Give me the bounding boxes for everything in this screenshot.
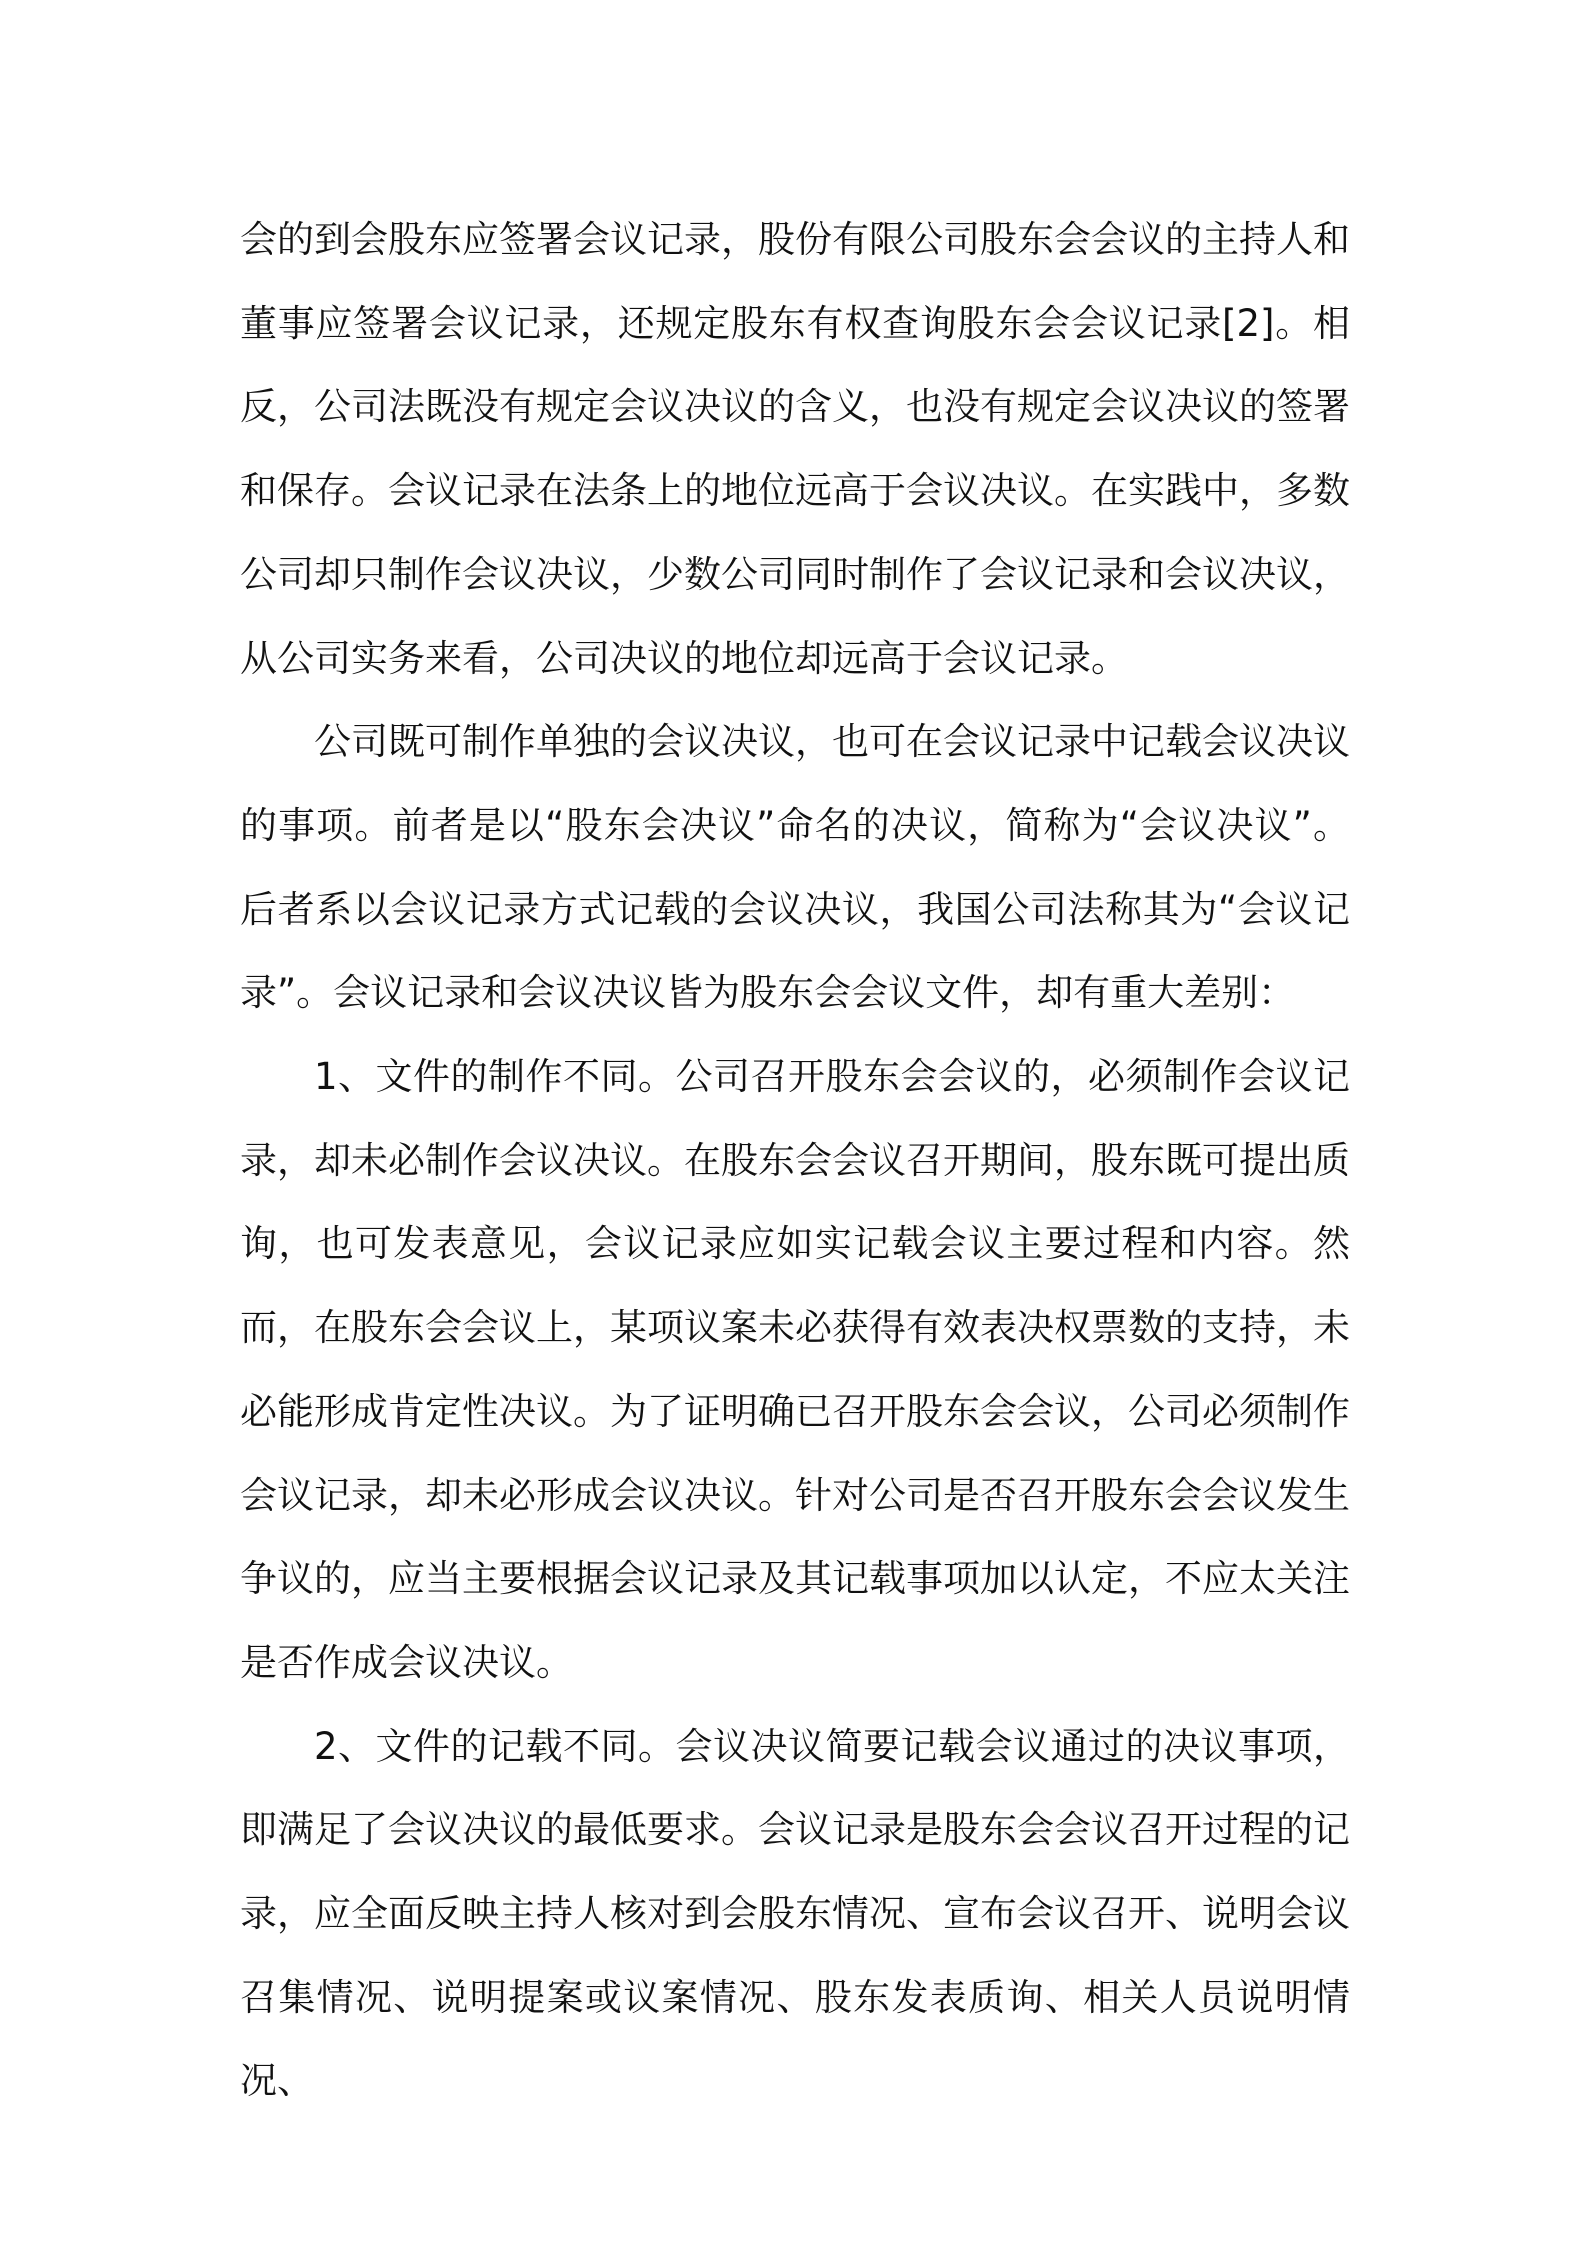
document-body <box>240 198 1350 2123</box>
paragraph-3: 1、文件的制作不同。公司召开股东会会议的，必须制作会议记录，却未必制作会议决议。在股东会会议召开期间，股东既可提出质询，也可发表意见，会议记录应如实记载会议主要过程和内容。然而，在股东会会议上，某项议案未必获得有效表决权票数的支持，未必能形成肯定性决议。为了证明确已召开股东会会议，公司必须制作会议记录，却未必形成会议决议。针对公司是否召开股东会会议发生争议的，应当主要根据会议记录及其记载事项加以认定，不应太关注是否作成会议决议。 <box>240 1055 1350 1684</box>
paragraph-2: 公司既可制作单独的会议决议，也可在会议记录中记载会议决议的事项。前者是以“股东会决议”命名的决议，简称为“会议决议”。后者系以会议记录方式记载的会议决议，我国公司法称其为“会议记录”。会议记录和会议决议皆为股东会会议文件，却有重大差别： <box>240 720 1350 1015</box>
paragraph-4: 2、文件的记载不同。会议决议简要记载会议通过的决议事项，即满足了会议决议的最低要求。会议记录是股东会会议召开过程的记录，应全面反映主持人核对到会股东情况、宣布会议召开、说明会议召集情况、说明提案或议案情况、股东发表质询、相关人员说明情况、 <box>240 1724 1350 2103</box>
paragraph-1: 会的到会股东应签署会议记录，股份有限公司股东会会议的主持人和董事应签署会议记录，还规定股东有权查询股东会会议记录[2]。相反，公司法既没有规定会议决议的含义，也没有规定会议决议的签署和保存。会议记录在法条上的地位远高于会议决议。在实践中，多数公司却只制作会议决议，少数公司同时制作了会议记录和会议决议，从公司实务来看，公司决议的地位却远高于会议记录。 <box>240 218 1350 680</box>
